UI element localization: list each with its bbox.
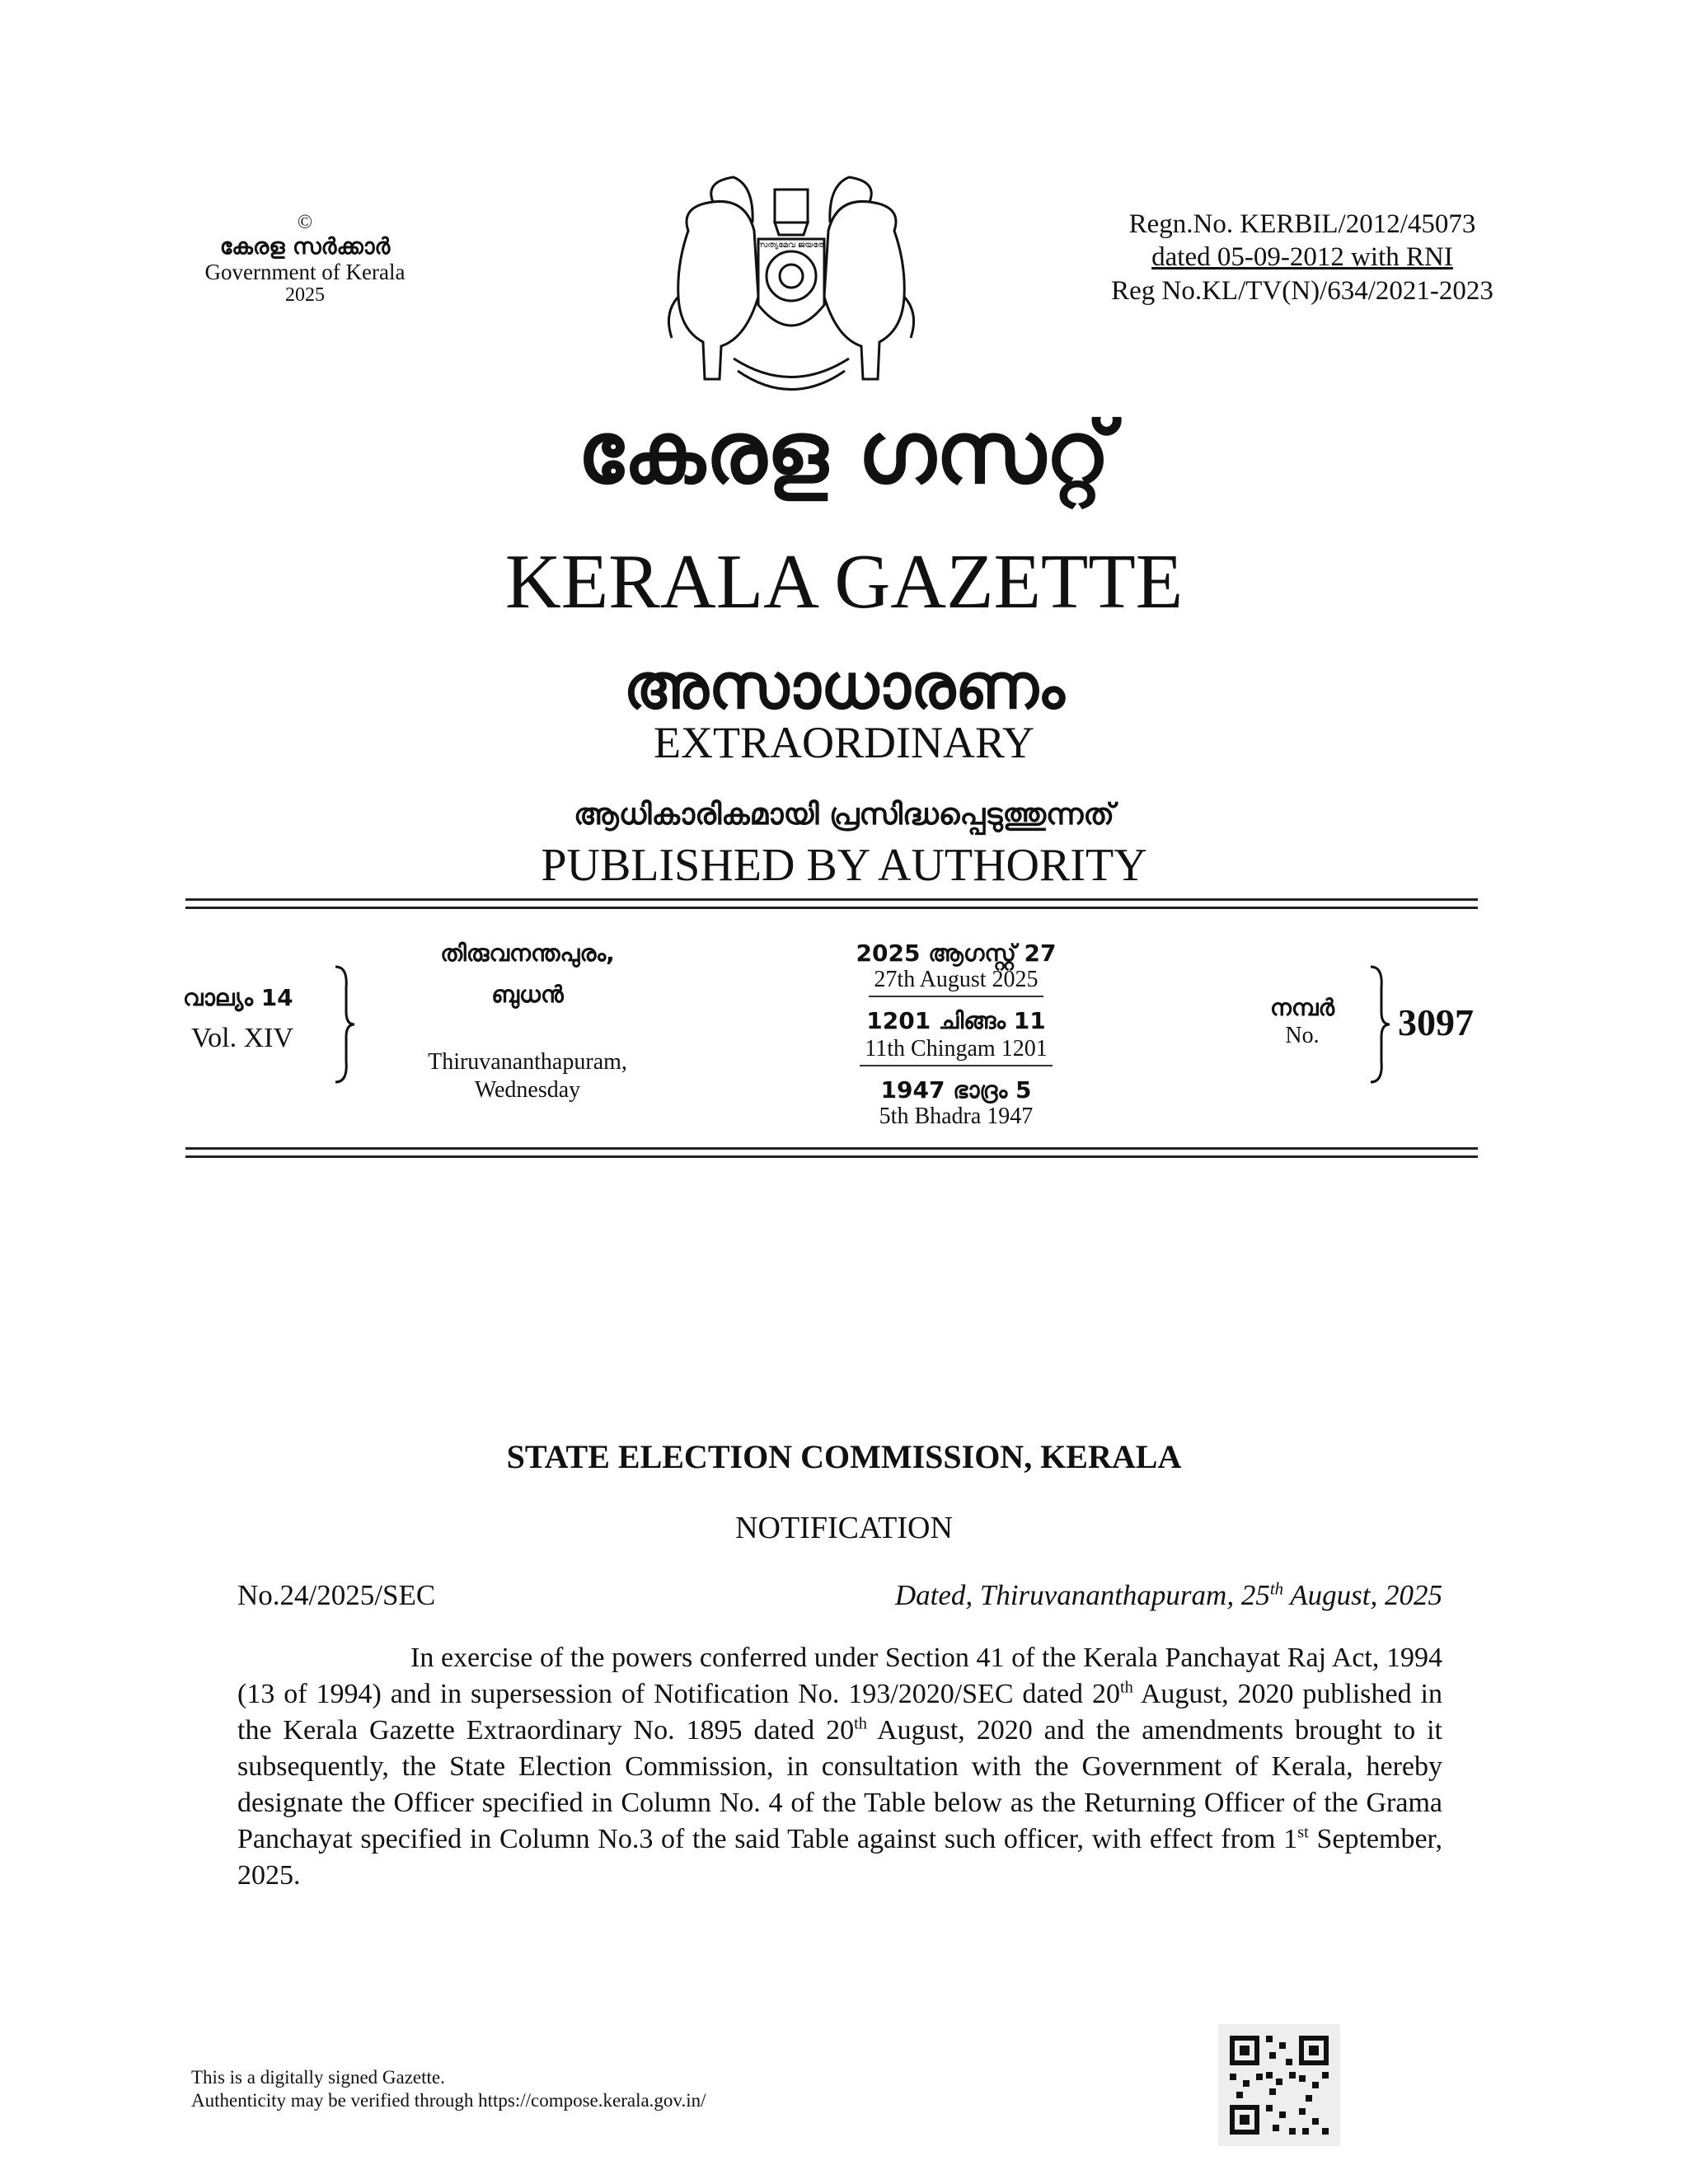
gazette-title-english: KERALA GAZETTE bbox=[504, 539, 1184, 625]
divider-rule bbox=[185, 898, 1478, 901]
govt-name-malayalam: കേരള സർക്കാർ bbox=[219, 234, 391, 260]
copyright-symbol: © bbox=[297, 212, 313, 233]
svg-text:സത്യമേവ ജയതേ: സത്യമേവ ജയതേ bbox=[757, 241, 826, 250]
volume-malayalam: വാല്യം 14 bbox=[183, 984, 293, 1011]
published-by-authority-malayalam: ആധികാരികമായി പ്രസിദ്ധപ്പെടുത്തുന്നത് bbox=[574, 798, 1114, 832]
registration-block bbox=[1071, 208, 1533, 307]
date-gregorian-malayalam: 2025 ആഗസ്റ്റ് 27 bbox=[856, 940, 1057, 967]
right-brace-icon bbox=[1367, 963, 1391, 1086]
date-malayalam-era-malayalam: 1201 ചിങ്ങം 11 bbox=[866, 1007, 1046, 1034]
regn-number: Regn.No. KERBIL/2012/45073 bbox=[1128, 209, 1476, 239]
day-malayalam: ബുധൻ bbox=[491, 981, 564, 1008]
reg-number: Reg No.KL/TV(N)/634/2021-2023 bbox=[1111, 275, 1493, 306]
verification-note: Authenticity may be verified through https://compose.kerala.gov.in/ bbox=[191, 2090, 706, 2111]
divider-rule bbox=[185, 1155, 1478, 1158]
notification-date: Dated, Thiruvananthapuram, 25th August, 2025 bbox=[894, 1578, 1442, 1611]
gazette-number: 3097 bbox=[1398, 1001, 1474, 1043]
regn-dated: dated 05-09-2012 with RNI bbox=[1151, 242, 1453, 273]
copyright-year: 2025 bbox=[285, 284, 325, 306]
digitally-signed-note: This is a digitally signed Gazette. bbox=[191, 2067, 445, 2088]
govt-name-english: Government of Kerala bbox=[204, 260, 406, 284]
extraordinary-english: EXTRAORDINARY bbox=[653, 718, 1034, 767]
date-gregorian-english: 27th August 2025 bbox=[824, 966, 1088, 997]
divider-rule bbox=[185, 907, 1478, 909]
gazette-title-malayalam: കേരള ഗസറ്റ് bbox=[577, 402, 1111, 503]
divider-rule bbox=[185, 1147, 1478, 1150]
date-saka-english: 5th Bhadra 1947 bbox=[879, 1104, 1034, 1129]
volume-english: Vol. XIV bbox=[191, 1023, 294, 1053]
notification-paragraph: In exercise of the powers conferred under Section 41 of the Kerala Panchayat Raj Act, 1994 (13 of 1994) and in supersession of Notification No. 193/2020/SEC dated 20th August, 2020 published in the Kerala Gazette Extraordinary No. 1895 dated 20th August, 2020 and the amendments brought to it subsequently, the State Election Commission, in consultation with the Government of Kerala, hereby designate the Officer specified in Column No. 4 of the Table below as the Returning Officer of the Grama Panchayat specified in Column No.3 of the said Table against such officer, with effect from 1st September, 2025. bbox=[237, 1643, 1443, 1891]
notification-heading: NOTIFICATION bbox=[735, 1511, 953, 1545]
organisation-heading: STATE ELECTION COMMISSION, KERALA bbox=[506, 1438, 1182, 1475]
kerala-emblem-icon bbox=[655, 173, 927, 404]
place-malayalam: തിരുവനന്തപുരം, bbox=[440, 940, 615, 967]
right-brace-icon bbox=[331, 963, 356, 1086]
copyright-block bbox=[165, 213, 445, 305]
qr-code-icon[interactable] bbox=[1218, 2024, 1340, 2146]
number-label-malayalam: നമ്പർ bbox=[1269, 994, 1335, 1021]
reference-number: No.24/2025/SEC bbox=[237, 1579, 436, 1611]
published-by-authority-english: PUBLISHED BY AUTHORITY bbox=[541, 840, 1147, 891]
date-saka-malayalam: 1947 ഭാദ്രം 5 bbox=[880, 1076, 1032, 1104]
day-english: Wednesday bbox=[474, 1077, 581, 1103]
place-english: Thiruvananthapuram, bbox=[428, 1049, 627, 1075]
date-malayalam-era-english: 11th Chingam 1201 bbox=[824, 1035, 1088, 1066]
number-label-english: No. bbox=[1285, 1023, 1320, 1048]
extraordinary-malayalam: അസാധാരണം bbox=[623, 649, 1065, 723]
